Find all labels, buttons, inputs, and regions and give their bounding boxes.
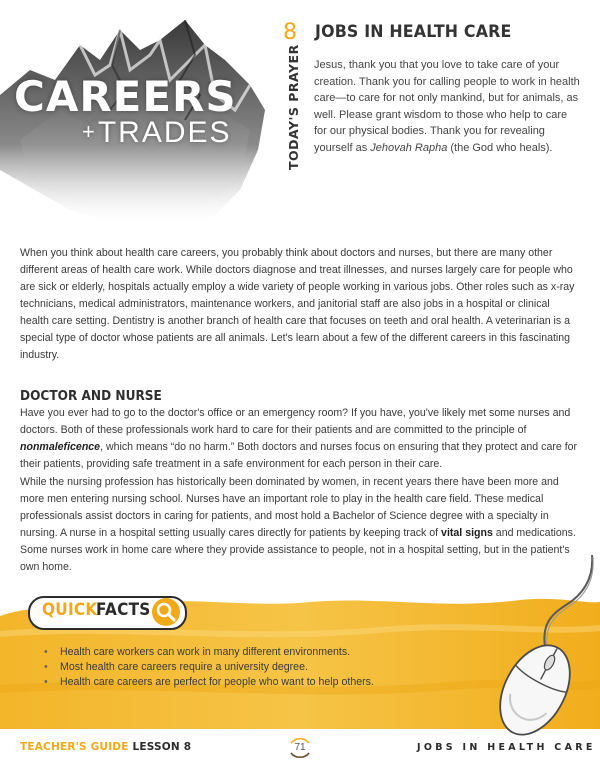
trades-word: TRADES xyxy=(97,116,232,149)
term-vital-signs: vital signs xyxy=(441,527,493,539)
lesson-number: 8 xyxy=(283,20,297,45)
list-item: • Health care workers can work in many different environments. xyxy=(44,645,464,660)
footer-topic: JOBS IN HEALTH CARE xyxy=(417,742,596,753)
term-nonmaleficence-text: nonmaleficence xyxy=(20,441,101,453)
lesson-title: JOBS IN HEALTH CARE xyxy=(315,22,512,42)
prayer-text xyxy=(314,57,582,156)
para2-after: and medications. Some nurses work in home care where they provide assistance to people, not in a hospital setting, but in the patient's own home. xyxy=(20,527,576,573)
careers-title: CAREERS xyxy=(14,72,237,121)
footer-guide: TEACHER'S GUIDE xyxy=(20,741,129,753)
prayer-text-italic: Jehovah Rapha xyxy=(370,141,448,154)
doctor-nurse-paragraph-1 xyxy=(20,405,582,473)
para1-before: Have you ever had to go to the doctor's office or an emergency room? If you have, you've likely met some nurses and doctors. Both of these professionals work hard to care for their patients and are committed to the principle of xyxy=(20,407,571,436)
prayer-text-after: (the God who heals). xyxy=(447,141,553,154)
para1-after: , which means “do no harm.” Both doctors and nurses focus on ensuring that they protect and care for their patients, providing safe treatment in a safe environment for each person in their care. xyxy=(20,441,578,470)
intro-paragraph: When you think about health care careers, you probably think about doctors and nurses, but there are many other different areas of health care work. While doctors diagnose and treat illnesses, and nurses largely care for people who are sick or elderly, hospitals actually employ a wide variety of people working in various jobs. Other roles such as x-ray technicians, medical administrators, maintenance workers, and janitorial staff are also jobs in a hospital or clinical health care setting. Dentistry is another branch of health care that focuses on teeth and oral health. A veterinarian is a special type of doctor whose patients are all animals. Let's learn about a few of the different careers in this fascinating industry. xyxy=(20,247,575,361)
term-nonmaleficence xyxy=(20,441,100,453)
list-item: • Health care careers are perfect for people who want to help others. xyxy=(44,675,464,690)
quick-facts-word-quick: QUICK xyxy=(42,600,98,620)
computer-mouse-icon xyxy=(470,555,595,740)
search-icon xyxy=(152,598,180,626)
footer-guide-label xyxy=(20,741,191,753)
page-number: 71 xyxy=(294,742,306,753)
quick-facts-list xyxy=(44,645,464,690)
section-heading: DOCTOR AND NURSE xyxy=(20,388,162,404)
trades-title xyxy=(82,118,232,148)
footer-lesson: LESSON 8 xyxy=(132,741,192,753)
prayer-text-before: Jesus, thank you that you love to take care of your creation. Thank you for calling people to work in health care—to care for not only mankind, but for animals, as well. Please grant wisdom to those who help to care for our physical bodies. Thank you for revealing yourself as xyxy=(314,59,580,154)
todays-prayer-label: TODAY'S PRAYER xyxy=(286,44,301,170)
quick-facts-word-facts: FACTS xyxy=(96,600,151,620)
list-item: • Most health care careers require a university degree. xyxy=(44,660,464,675)
para2-before: While the nursing profession has historically been dominated by women, in recent years there have been more and more men entering nursing school. Nurses have an important role to play in the health care field. These medical professionals assist doctors in caring for patients, and most hold a Bachelor of Science degree with a specialty in nursing. A nurse in a hospital setting usually cares directly for patients by keeping track of xyxy=(20,476,559,539)
trades-plus: + xyxy=(82,119,97,144)
